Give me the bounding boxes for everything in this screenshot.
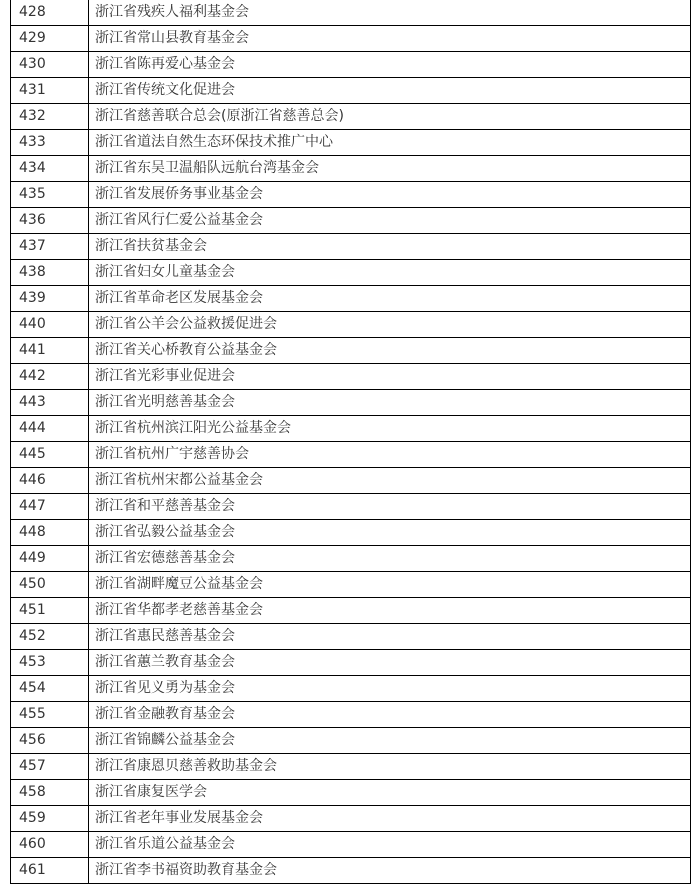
row-number: 453 — [11, 650, 89, 676]
table-row — [11, 156, 691, 182]
organization-name: 浙江省和平慈善基金会 — [89, 494, 691, 520]
row-number: 437 — [11, 234, 89, 260]
row-number: 428 — [11, 0, 89, 26]
row-number: 446 — [11, 468, 89, 494]
table-row — [11, 572, 691, 598]
row-number: 440 — [11, 312, 89, 338]
row-number: 431 — [11, 78, 89, 104]
row-number: 429 — [11, 26, 89, 52]
organization-name: 浙江省老年事业发展基金会 — [89, 806, 691, 832]
table-row — [11, 338, 691, 364]
row-number: 436 — [11, 208, 89, 234]
row-number: 439 — [11, 286, 89, 312]
table-row — [11, 52, 691, 78]
row-number: 433 — [11, 130, 89, 156]
table-row — [11, 390, 691, 416]
table-row — [11, 26, 691, 52]
table-row — [11, 520, 691, 546]
table-row — [11, 650, 691, 676]
organization-name: 浙江省光明慈善基金会 — [89, 390, 691, 416]
row-number: 456 — [11, 728, 89, 754]
organization-name: 浙江省金融教育基金会 — [89, 702, 691, 728]
table-row — [11, 780, 691, 806]
table-row — [11, 286, 691, 312]
row-number: 443 — [11, 390, 89, 416]
organization-name: 浙江省乐道公益基金会 — [89, 832, 691, 858]
table-row — [11, 806, 691, 832]
table-row — [11, 364, 691, 390]
row-number: 445 — [11, 442, 89, 468]
organization-name: 浙江省常山县教育基金会 — [89, 26, 691, 52]
row-number: 442 — [11, 364, 89, 390]
row-number: 457 — [11, 754, 89, 780]
row-number: 434 — [11, 156, 89, 182]
organization-name: 浙江省湖畔魔豆公益基金会 — [89, 572, 691, 598]
organization-name: 浙江省杭州广宇慈善协会 — [89, 442, 691, 468]
organization-name: 浙江省传统文化促进会 — [89, 78, 691, 104]
row-number: 444 — [11, 416, 89, 442]
organization-name: 浙江省东吴卫温船队远航台湾基金会 — [89, 156, 691, 182]
table-row — [11, 208, 691, 234]
organization-name: 浙江省道法自然生态环保技术推广中心 — [89, 130, 691, 156]
organization-name: 浙江省慈善联合总会(原浙江省慈善总会) — [89, 104, 691, 130]
row-number: 458 — [11, 780, 89, 806]
row-number: 455 — [11, 702, 89, 728]
table-row — [11, 702, 691, 728]
organization-name: 浙江省妇女儿童基金会 — [89, 260, 691, 286]
row-number: 448 — [11, 520, 89, 546]
organization-name: 浙江省关心桥教育公益基金会 — [89, 338, 691, 364]
organization-name: 浙江省康复医学会 — [89, 780, 691, 806]
row-number: 460 — [11, 832, 89, 858]
row-number: 441 — [11, 338, 89, 364]
organization-name: 浙江省李书福资助教育基金会 — [89, 858, 691, 884]
table-row — [11, 468, 691, 494]
table-row — [11, 234, 691, 260]
organization-name: 浙江省发展侨务事业基金会 — [89, 182, 691, 208]
organization-name: 浙江省残疾人福利基金会 — [89, 0, 691, 26]
organization-name: 浙江省弘毅公益基金会 — [89, 520, 691, 546]
table-row — [11, 416, 691, 442]
table-row — [11, 676, 691, 702]
row-number: 461 — [11, 858, 89, 884]
row-number: 435 — [11, 182, 89, 208]
organization-name: 浙江省惠民慈善基金会 — [89, 624, 691, 650]
table-body — [11, 0, 691, 884]
table-row — [11, 312, 691, 338]
organization-name: 浙江省康恩贝慈善救助基金会 — [89, 754, 691, 780]
row-number: 449 — [11, 546, 89, 572]
organization-name: 浙江省华都孝老慈善基金会 — [89, 598, 691, 624]
table-row — [11, 104, 691, 130]
table-row — [11, 0, 691, 26]
table-row — [11, 728, 691, 754]
table-row — [11, 858, 691, 884]
table-row — [11, 754, 691, 780]
row-number: 447 — [11, 494, 89, 520]
organization-name: 浙江省宏德慈善基金会 — [89, 546, 691, 572]
row-number: 430 — [11, 52, 89, 78]
table-row — [11, 442, 691, 468]
organization-name: 浙江省革命老区发展基金会 — [89, 286, 691, 312]
organization-name: 浙江省见义勇为基金会 — [89, 676, 691, 702]
row-number: 452 — [11, 624, 89, 650]
organization-name: 浙江省锦麟公益基金会 — [89, 728, 691, 754]
organization-name: 浙江省公羊会公益救援促进会 — [89, 312, 691, 338]
row-number: 459 — [11, 806, 89, 832]
row-number: 451 — [11, 598, 89, 624]
table-row — [11, 624, 691, 650]
table-row — [11, 260, 691, 286]
table-row — [11, 78, 691, 104]
row-number: 438 — [11, 260, 89, 286]
table-row — [11, 832, 691, 858]
table-row — [11, 182, 691, 208]
table-row — [11, 546, 691, 572]
organization-name: 浙江省陈再爱心基金会 — [89, 52, 691, 78]
organization-table — [10, 0, 691, 884]
table-row — [11, 598, 691, 624]
table-row — [11, 130, 691, 156]
organization-name: 浙江省蕙兰教育基金会 — [89, 650, 691, 676]
row-number: 454 — [11, 676, 89, 702]
organization-name: 浙江省杭州宋都公益基金会 — [89, 468, 691, 494]
organization-name: 浙江省风行仁爱公益基金会 — [89, 208, 691, 234]
organization-name: 浙江省扶贫基金会 — [89, 234, 691, 260]
organization-name: 浙江省光彩事业促进会 — [89, 364, 691, 390]
row-number: 450 — [11, 572, 89, 598]
table-row — [11, 494, 691, 520]
row-number: 432 — [11, 104, 89, 130]
organization-name: 浙江省杭州滨江阳光公益基金会 — [89, 416, 691, 442]
